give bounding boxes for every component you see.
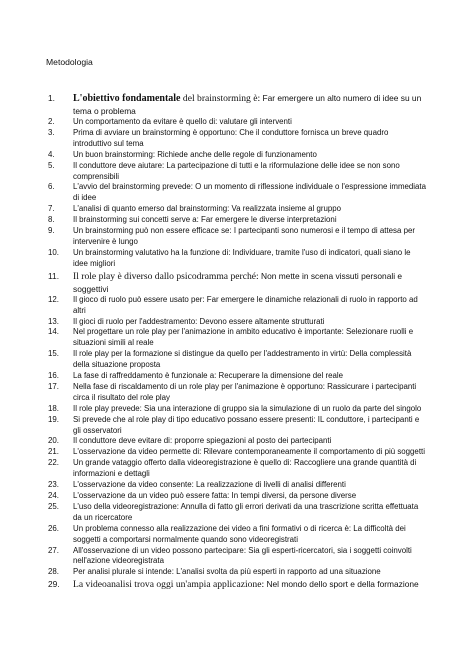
list-item <box>48 404 426 415</box>
list-item <box>48 226 426 248</box>
list-item <box>48 270 426 295</box>
item-text: Nel progettare un role play per l'animazione in ambito educativo è importante: Selezionare ruolli e situazioni simili al reale <box>73 327 414 348</box>
item-number: 2. <box>48 117 55 126</box>
item-number: 16. <box>48 371 59 381</box>
item-number: 20. <box>48 436 59 446</box>
item-text: Un grande vataggio offerto dalla videoregistrazione è quello di: Raccogliere una grande quantità di informazioni e dettagli <box>73 458 417 479</box>
item-lead-serif: del brainstorming è: <box>180 93 261 104</box>
item-text: Il role play prevede: Sia una interazione di gruppo sia la simulazione di un ruolo da parte del singolo <box>73 403 422 413</box>
item-text: Un problema connesso alla realizzazione dei video a fini formativi o di ricerca è: La difficoltà dei soggetti a comportarsi normalmente quando sono videoregistrati <box>73 523 406 544</box>
item-number: 14. <box>48 327 59 337</box>
list-item <box>48 415 426 437</box>
item-text: Il gioci di ruolo per l'addestramento: Devono essere altamente strutturati <box>73 316 325 326</box>
list-item <box>48 150 426 161</box>
item-text: Il gioco di ruolo può essere usato per: Far emergere le dinamiche relazionali di ruolo in rapporto ad altri <box>73 294 418 315</box>
list-item <box>48 524 426 546</box>
item-text: Il conduttore deve aiutare: La partecipazione di tutti e la riformulazione delle idee se non sono comprensibili <box>73 160 400 181</box>
item-text: Un buon brainstorming: Richiede anche delle regole di funzionamento <box>73 149 317 159</box>
item-lead-serif: Il role play è diverso dallo psicodramma perché: <box>73 270 259 282</box>
list-item <box>48 458 426 480</box>
item-text: L'osservazione da un video può essere fatta: In tempi diversi, da persone diverse <box>73 491 357 500</box>
item-number: 19. <box>48 414 59 424</box>
item-number: 26. <box>48 523 59 533</box>
list-item <box>48 491 426 502</box>
item-number: 5. <box>48 160 55 170</box>
item-number: 25. <box>48 501 59 511</box>
list-item <box>48 349 426 371</box>
item-text: L'analisi di quanto emerso dal brainstorming: Va realizzata insieme al gruppo <box>73 204 342 214</box>
item-text: Un brainstorming valutativo ha la funzione di: Individuare, tramite l'uso di indicatori, quali siano le idee migliori <box>73 247 411 268</box>
item-number: 22. <box>48 458 59 468</box>
item-text: Per analisi plurale si intende: L'analisi svolta da più esperti in rapporto ad una situazione <box>73 567 381 577</box>
list-item <box>48 371 426 382</box>
item-text: L'osservazione da video consente: La realizzazione di livelli di analisi differenti <box>73 480 346 490</box>
item-text: Il conduttore deve evitare di: proporre spiegazioni al posto dei partecipanti <box>73 436 332 446</box>
list-item <box>48 295 426 317</box>
list-item <box>48 248 426 270</box>
item-number: 23. <box>48 480 59 490</box>
item-number: 6. <box>48 182 55 192</box>
item-number: 9. <box>48 226 55 236</box>
list-item <box>48 436 426 447</box>
item-lead-bold: L'obiettivo fondamentale <box>73 93 181 104</box>
item-number: 3. <box>48 127 55 137</box>
item-number: 10. <box>48 247 59 257</box>
list-item <box>48 92 426 117</box>
list-item <box>48 117 426 128</box>
item-number: 7. <box>48 204 55 214</box>
item-number: 17. <box>48 381 59 391</box>
list-item <box>48 578 426 591</box>
list-item <box>48 204 426 215</box>
item-text <box>73 578 426 591</box>
item-text: Prima di avviare un brainstorming è opportuno: Che il conduttore fornisca un breve quadro introduttivo sul tema <box>73 127 389 148</box>
item-number: 15. <box>48 349 59 359</box>
list-item <box>48 128 426 150</box>
item-text: L'avvio del brainstorming prevede: O un momento di riflessione individuale o l'espressione immediata di idee <box>73 182 427 203</box>
item-text <box>73 92 426 117</box>
item-number: 24. <box>48 491 59 500</box>
item-text: Nella fase di riscaldamento di un role play per l'animazione è opportuno: Rassicurare i partecipanti circa il risultato del role play <box>73 381 417 402</box>
item-text: All'osservazione di un video possono partecipare: Sia gli esperti-ricercatori, sia i soggetti coinvolti nell'azione videoregistrata <box>73 545 412 566</box>
item-number: 18. <box>48 403 59 413</box>
item-text: Si prevede che al role play di tipo educativo possano essere presenti: IL conduttore, i partecipanti e gli osservatori <box>73 414 420 435</box>
list-item <box>48 382 426 404</box>
question-list <box>48 92 426 591</box>
item-answer: Nel mondo dello sport e della formazione <box>264 579 419 590</box>
item-number: 27. <box>48 545 59 555</box>
list-item <box>48 567 426 578</box>
list-item <box>48 327 426 349</box>
item-text: La fase di raffreddamento è funzionale a: Recuperare la dimensione del reale <box>73 371 344 381</box>
list-item <box>48 546 426 568</box>
item-number: 28. <box>48 567 59 577</box>
item-text <box>73 270 426 295</box>
list-item <box>48 480 426 491</box>
item-number: 11. <box>48 270 60 281</box>
item-text: L'osservazione da video permette di: Rilevare contemporaneamente il comportamento di più soggetti <box>73 447 425 457</box>
item-text: L'uso della videoregistrazione: Annulla di fatto gli errori derivati da una trascrizione scritta effettuata da un ricercatore <box>73 501 419 522</box>
list-item <box>48 502 426 524</box>
item-number: 29. <box>48 579 60 590</box>
item-lead-serif: La videoanalisi trova oggi un'ampia applicazione: <box>73 579 265 591</box>
document-title: Metodologia <box>46 57 93 67</box>
item-text: Un comportamento da evitare è quello di: valutare gli interventi <box>73 117 292 126</box>
item-answer: Far emergere un alto numero di idee su un tema o problema <box>73 93 422 116</box>
item-answer: Non mette in scena vissuti personali e soggettivi <box>73 270 403 294</box>
list-item <box>48 317 426 328</box>
item-number: 21. <box>48 447 59 457</box>
item-number: 1. <box>48 93 55 103</box>
list-item <box>48 447 426 458</box>
item-text: Il role play per la formazione si distingue da quello per l'addestramento in virtù: Della complessità della situazione proposta <box>73 349 412 370</box>
item-text: Un brainstorming può non essere efficace se: I partecipanti sono numerosi e il tempo di attesa per intervenire è lungo <box>73 226 415 246</box>
list-item <box>48 215 426 226</box>
item-number: 4. <box>48 149 55 159</box>
list-item <box>48 161 426 183</box>
item-number: 12. <box>48 294 59 304</box>
item-number: 13. <box>48 316 59 326</box>
list-item <box>48 182 426 204</box>
item-number: 8. <box>48 215 55 225</box>
item-text: Il brainstorming sui concetti serve a: Far emergere le diverse interpretazioni <box>73 215 337 225</box>
